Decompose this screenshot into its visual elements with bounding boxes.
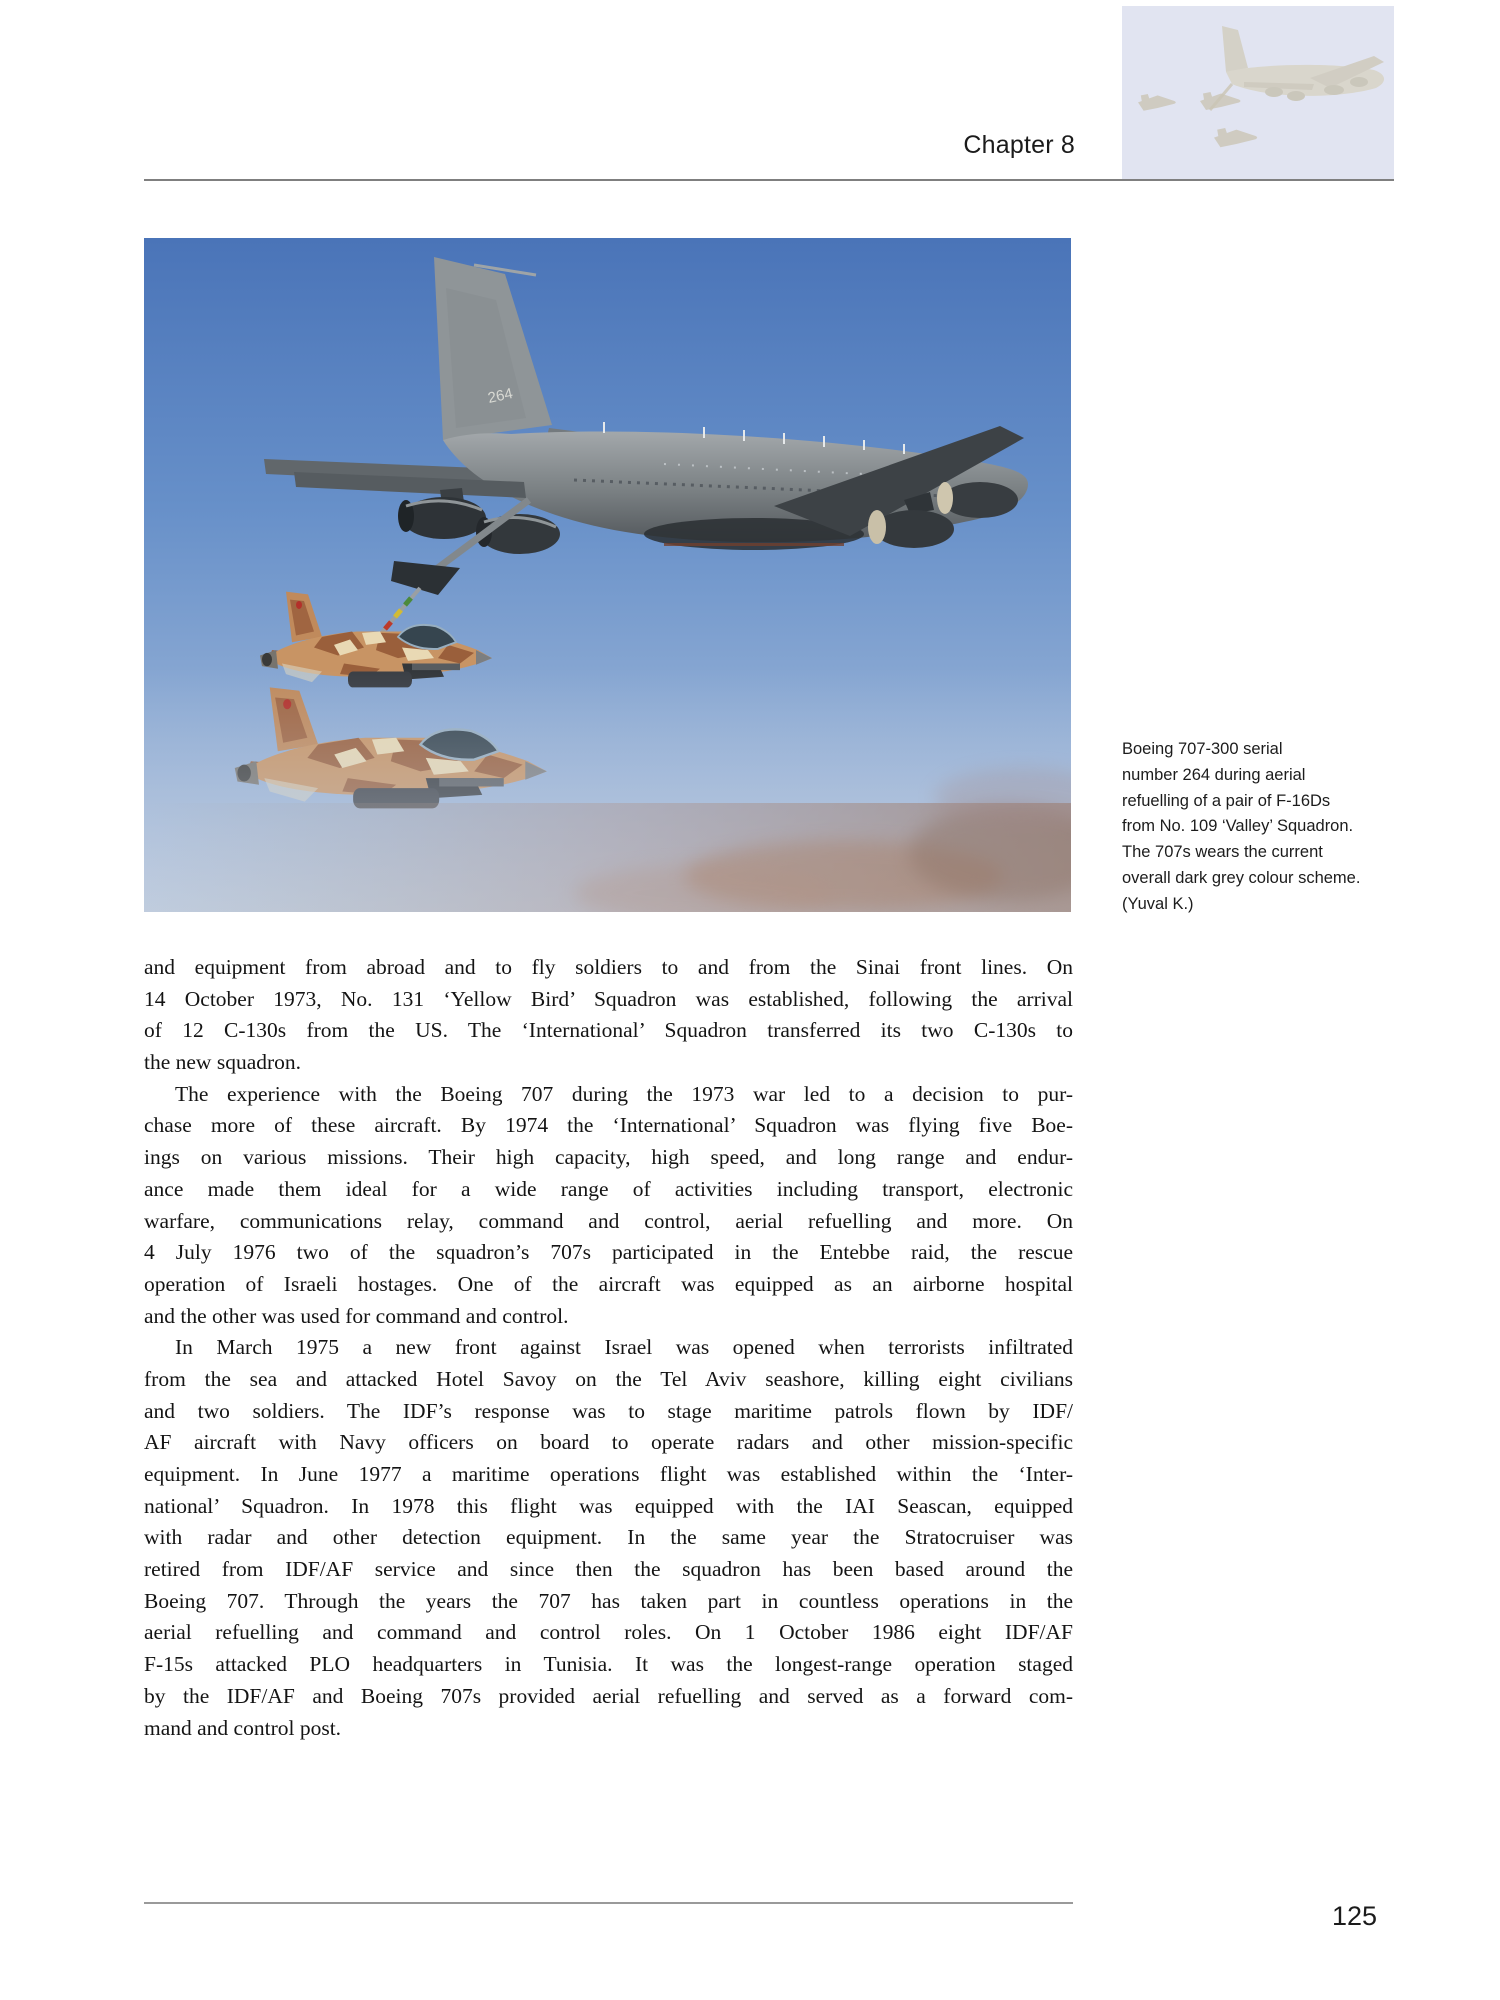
text-line: the new squadron.	[144, 1050, 302, 1075]
ghost-refuelling-scene	[1122, 6, 1394, 179]
text-line: AF aircraft with Navy officers on board to operate radars and other mission-specific	[144, 1430, 1073, 1455]
chapter-heading: Chapter 8	[963, 131, 1075, 159]
text-line: 4 July 1976 two of the squadron’s 707s participated in the Entebbe raid, the rescue	[144, 1240, 1073, 1265]
text-line: F-15s attacked PLO headquarters in Tunisia. It was the longest-range operation staged	[144, 1652, 1073, 1677]
caption-line: The 707s wears the current	[1122, 843, 1323, 862]
caption-line: Boeing 707-300 serial	[1122, 740, 1283, 758]
chapter-thumbnail-image	[1122, 6, 1394, 179]
text-line: by the IDF/AF and Boeing 707s provided aerial refuelling and served as a forward com-	[144, 1683, 1073, 1708]
horizon-haze	[144, 668, 1071, 912]
text-line: and equipment from abroad and to fly soldiers to and from the Sinai front lines. On	[144, 955, 1073, 979]
text-line: of 12 C-130s from the US. The ‘International’ Squadron transferred its two C-130s to	[144, 1018, 1073, 1043]
photo-caption	[1122, 737, 1404, 918]
paragraph	[144, 1079, 1073, 1333]
text-line: 14 October 1973, No. 131 ‘Yellow Bird’ Squadron was established, following the arrival	[144, 986, 1073, 1011]
text-line: The experience with the Boeing 707 during the 1973 war led to a decision to pur-	[175, 1081, 1073, 1106]
engine-pod	[942, 482, 1018, 518]
text-line: operation of Israeli hostages. One of the aircraft was equipped as an airborne hospital	[144, 1271, 1073, 1296]
text-line: mand and control post.	[144, 1715, 342, 1740]
caption-line: refuelling of a pair of F-16Ds	[1122, 791, 1331, 810]
paragraph	[144, 952, 1073, 1079]
text-line: warfare, communications relay, command and control, aerial refuelling and more. On	[144, 1208, 1073, 1233]
text-line: with radar and other detection equipment. In the same year the Stratocruiser was	[144, 1525, 1073, 1550]
text-line: In March 1975 a new front against Israel was opened when terrorists infiltrated	[175, 1335, 1073, 1360]
tail-number: 264	[486, 385, 515, 407]
paragraph	[144, 1332, 1073, 1744]
text-line: ance made them ideal for a wide range of activities including transport, electronic	[144, 1176, 1073, 1201]
text-line: ings on various missions. Their high capacity, high speed, and long range and endur-	[144, 1145, 1073, 1170]
text-line: national’ Squadron. In 1978 this flight was equipped with the IAI Seascan, equipped	[144, 1493, 1073, 1518]
text-line: and the other was used for command and control.	[144, 1303, 569, 1328]
footer-rule	[144, 1902, 1073, 1904]
caption-line: from No. 109 ‘Valley’ Squadron.	[1122, 817, 1354, 836]
caption-line: number 264 during aerial	[1122, 765, 1306, 784]
text-line: from the sea and attacked Hotel Savoy on the Tel Aviv seashore, killing eight civilians	[144, 1366, 1073, 1391]
body-text	[144, 952, 1073, 1744]
text-line: aerial refuelling and command and control roles. On 1 October 1986 eight IDF/AF	[144, 1620, 1073, 1645]
page-number: 125	[1332, 1901, 1378, 1931]
refuelling-photo-scene	[144, 238, 1071, 912]
text-line: retired from IDF/AF service and since then the squadron has been based around the	[144, 1557, 1073, 1582]
caption-line: (Yuval K.)	[1122, 894, 1194, 913]
text-line: and two soldiers. The IDF’s response was to stage maritime patrols flown by IDF/	[144, 1398, 1073, 1423]
main-photo	[144, 238, 1071, 912]
header-rule	[144, 179, 1394, 181]
caption-line: overall dark grey colour scheme.	[1122, 868, 1361, 887]
text-line: chase more of these aircraft. By 1974 the ‘International’ Squadron was flying five Boe-	[144, 1113, 1073, 1138]
engine-pod	[874, 510, 954, 548]
text-line: Boeing 707. Through the years the 707 has taken part in countless operations in the	[144, 1588, 1073, 1613]
text-line: equipment. In June 1977 a maritime operations flight was established within the ‘Inter-	[144, 1462, 1073, 1486]
